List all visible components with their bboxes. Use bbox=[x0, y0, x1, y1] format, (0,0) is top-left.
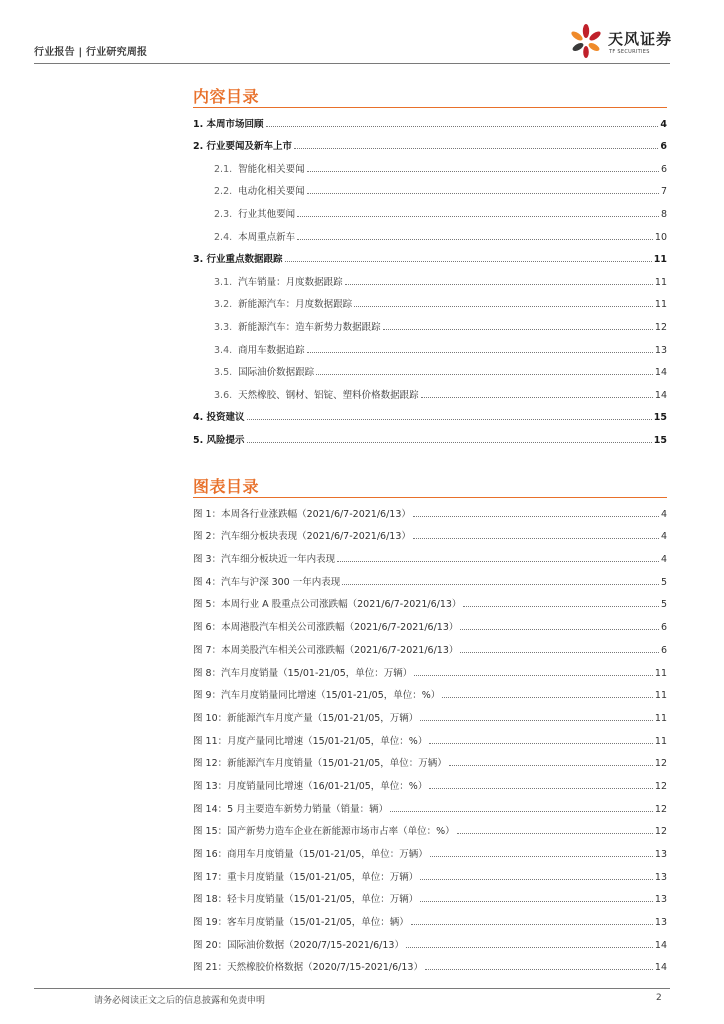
toc-entry[interactable] bbox=[193, 130, 667, 153]
toc-entry-page: 6 bbox=[660, 163, 667, 175]
contents-list bbox=[193, 107, 667, 446]
figure-entry-label: 图 15：国产新势力造车企业在新能源市场市占率（单位：%） bbox=[193, 826, 455, 838]
figure-entry-page: 11 bbox=[654, 735, 667, 747]
toc-entry-number: 3.5. bbox=[214, 367, 233, 379]
toc-entry-text: 智能化相关要闻 bbox=[238, 163, 305, 175]
toc-entry-label bbox=[214, 387, 421, 401]
figure-entry-label: 图 17：重卡月度销量（15/01-21/05，单位：万辆） bbox=[193, 871, 419, 883]
toc-entry-number: 2.2. bbox=[214, 186, 233, 198]
toc-entry-label bbox=[214, 342, 307, 356]
footer-disclaimer: 请务必阅读正文之后的信息披露和免责申明 bbox=[94, 996, 266, 1006]
figure-entry-label: 图 16：商用车月度销量（15/01-21/05，单位：万辆） bbox=[193, 849, 428, 860]
figure-entry[interactable] bbox=[193, 769, 667, 792]
toc-entry[interactable] bbox=[193, 378, 667, 401]
figure-entry-page: 14 bbox=[654, 962, 667, 974]
figure-entry[interactable] bbox=[193, 724, 667, 747]
toc-entry[interactable] bbox=[193, 220, 667, 243]
toc-entry-label: 5. 风险提示 bbox=[193, 434, 245, 446]
figure-entry-page: 14 bbox=[654, 939, 667, 951]
dot-leader bbox=[413, 538, 659, 539]
toc-entry-page: 4 bbox=[660, 118, 667, 130]
figure-entry[interactable] bbox=[193, 815, 667, 838]
figure-entry-page: 12 bbox=[654, 803, 667, 815]
toc-entry-page: 11 bbox=[654, 299, 667, 311]
toc-entry-label: 4. 投资建议 bbox=[193, 412, 245, 424]
toc-entry-page: 6 bbox=[660, 141, 667, 153]
figure-entry-page: 5 bbox=[660, 576, 667, 588]
toc-entry-page: 15 bbox=[653, 434, 667, 446]
figures-list bbox=[193, 497, 667, 973]
figure-entry-page: 11 bbox=[654, 712, 667, 724]
figure-entry-label: 图 11：月度产量同比增速（15/01-21/05，单位：%） bbox=[193, 735, 428, 747]
company-logo bbox=[566, 22, 696, 62]
toc-entry-text: 国际油价数据跟踪 bbox=[238, 367, 315, 379]
figure-entry[interactable] bbox=[193, 588, 667, 611]
figure-entry[interactable] bbox=[193, 951, 667, 974]
figure-entry-page: 11 bbox=[654, 667, 667, 679]
toc-entry-label bbox=[214, 206, 297, 220]
header-category: 行业报告 | 行业研究周报 bbox=[34, 47, 148, 58]
figure-entry[interactable] bbox=[193, 656, 667, 679]
figure-entry[interactable] bbox=[193, 520, 667, 543]
toc-entry-number: 3.4. bbox=[214, 344, 233, 356]
figure-entry-page: 13 bbox=[654, 871, 667, 883]
figure-entry-page: 4 bbox=[660, 554, 667, 566]
dot-leader bbox=[449, 765, 653, 766]
figure-entry-label: 图 1：本周各行业涨跌幅（2021/6/7-2021/6/13） bbox=[193, 508, 411, 520]
figure-entry[interactable] bbox=[193, 679, 667, 702]
dot-leader bbox=[429, 788, 653, 789]
dot-leader bbox=[285, 261, 652, 262]
figure-entry-label: 图 21：天然橡胶价格数据（2020/7/15-2021/6/13） bbox=[193, 962, 423, 974]
figure-entry[interactable] bbox=[193, 928, 667, 951]
dot-leader bbox=[414, 675, 653, 676]
dot-leader bbox=[421, 397, 653, 398]
toc-entry-number: 3.2. bbox=[214, 299, 233, 311]
figure-entry-page: 4 bbox=[660, 531, 667, 543]
dot-leader bbox=[420, 720, 653, 721]
logo-name-cn: 天风证券 bbox=[608, 30, 673, 48]
figure-entry[interactable] bbox=[193, 542, 667, 565]
toc-entry-label: 3. 行业重点数据跟踪 bbox=[193, 254, 283, 266]
dot-leader bbox=[457, 833, 653, 834]
toc-entry-number: 3.6. bbox=[214, 389, 233, 401]
toc-entry[interactable] bbox=[193, 310, 667, 333]
toc-entry-number: 2.1. bbox=[214, 163, 233, 175]
figure-entry[interactable] bbox=[193, 792, 667, 815]
toc-entry[interactable] bbox=[193, 197, 667, 220]
dot-leader bbox=[429, 743, 653, 744]
dot-leader bbox=[297, 239, 653, 240]
dot-leader bbox=[307, 193, 659, 194]
figure-entry-label: 图 9：汽车月度销量同比增速（15/01-21/05，单位：%） bbox=[193, 690, 441, 702]
toc-entry-page: 12 bbox=[654, 321, 667, 333]
toc-entry-text: 汽车销量：月度数据跟踪 bbox=[238, 276, 343, 288]
figure-entry-label: 图 18：轻卡月度销量（15/01-21/05，单位：万辆） bbox=[193, 894, 419, 906]
figure-entry-page: 11 bbox=[654, 690, 667, 702]
figure-entry-label: 图 4：汽车与沪深 300 一年内表现 bbox=[193, 576, 341, 588]
figure-entry-label: 图 12：新能源汽车月度销量（15/01-21/05，单位：万辆） bbox=[193, 758, 447, 770]
toc-entry-number: 2.3. bbox=[214, 208, 233, 220]
figure-entry-label: 图 13：月度销量同比增速（16/01-21/05，单位：%） bbox=[193, 780, 428, 792]
toc-entry-label: 1. 本周市场回顾 bbox=[193, 118, 264, 130]
dot-leader bbox=[337, 561, 659, 562]
toc-entry[interactable] bbox=[193, 356, 667, 379]
figure-entry-label: 图 3：汽车细分板块近一年内表现 bbox=[193, 554, 336, 566]
figure-entry-page: 6 bbox=[660, 622, 667, 634]
flower-logo-icon bbox=[566, 22, 606, 62]
figure-entry[interactable] bbox=[193, 565, 667, 588]
figure-entry[interactable] bbox=[193, 747, 667, 770]
toc-entry[interactable] bbox=[193, 265, 667, 288]
toc-entry-page: 14 bbox=[654, 367, 667, 379]
figure-entry-page: 13 bbox=[654, 849, 667, 860]
dot-leader bbox=[354, 306, 653, 307]
toc-entry[interactable] bbox=[193, 288, 667, 311]
figure-entry[interactable] bbox=[193, 701, 667, 724]
figure-entry-label: 图 8：汽车月度销量（15/01-21/05，单位：万辆） bbox=[193, 667, 413, 679]
toc-entry-page: 11 bbox=[653, 254, 667, 266]
toc-entry-label bbox=[214, 161, 307, 175]
header-divider bbox=[34, 63, 670, 64]
toc-entry-label bbox=[214, 364, 316, 378]
figure-entry-page: 12 bbox=[654, 780, 667, 792]
figure-entry-page: 13 bbox=[654, 917, 667, 929]
figure-entry-page: 12 bbox=[654, 826, 667, 838]
figure-entry-page: 13 bbox=[654, 894, 667, 906]
toc-entry-number: 3.3. bbox=[214, 321, 233, 333]
contents-title: 内容目录 bbox=[193, 87, 260, 106]
figure-entry[interactable] bbox=[193, 610, 667, 633]
dot-leader bbox=[294, 148, 658, 149]
figure-entry[interactable] bbox=[193, 860, 667, 883]
figures-title: 图表目录 bbox=[193, 477, 260, 496]
toc-entry-label bbox=[214, 296, 354, 310]
figure-entry-page: 4 bbox=[660, 508, 667, 520]
dot-leader bbox=[345, 284, 653, 285]
dot-leader bbox=[420, 879, 653, 880]
figure-entry-label: 图 5：本周行业 A 股重点公司涨跌幅（2021/6/7-2021/6/13） bbox=[193, 599, 462, 611]
toc-entry-page: 13 bbox=[654, 344, 667, 356]
toc-entry-text: 新能源汽车：月度数据跟踪 bbox=[238, 299, 353, 311]
dot-leader bbox=[342, 584, 659, 585]
dot-leader bbox=[307, 171, 659, 172]
toc-entry[interactable] bbox=[193, 401, 667, 424]
logo-name-en: TF SECURITIES bbox=[609, 49, 650, 55]
figure-entry[interactable] bbox=[193, 633, 667, 656]
dot-leader bbox=[413, 516, 659, 517]
figure-entry-label: 图 10：新能源汽车月度产量（15/01-21/05，万辆） bbox=[193, 712, 419, 724]
figure-entry-label: 图 20：国际油价数据（2020/7/15-2021/6/13） bbox=[193, 939, 404, 951]
toc-entry[interactable] bbox=[193, 243, 667, 266]
toc-entry-page: 8 bbox=[660, 208, 667, 220]
dot-leader bbox=[406, 947, 653, 948]
dot-leader bbox=[390, 811, 653, 812]
dot-leader bbox=[442, 697, 653, 698]
dot-leader bbox=[383, 329, 653, 330]
figure-entry-page: 5 bbox=[660, 599, 667, 611]
dot-leader bbox=[430, 856, 653, 857]
figure-entry[interactable] bbox=[193, 837, 667, 860]
figure-entry-label: 图 6：本周港股汽车相关公司涨跌幅（2021/6/7-2021/6/13） bbox=[193, 622, 459, 634]
figure-entry-label: 图 2：汽车细分板块表现（2021/6/7-2021/6/13） bbox=[193, 531, 411, 543]
toc-entry-page: 11 bbox=[654, 276, 667, 288]
dot-leader bbox=[411, 924, 653, 925]
dot-leader bbox=[247, 442, 652, 443]
toc-entry-text: 天然橡胶、钢材、铝锭、塑料价格数据跟踪 bbox=[238, 389, 419, 401]
toc-entry-page: 7 bbox=[660, 186, 667, 198]
dot-leader bbox=[460, 629, 659, 630]
dot-leader bbox=[460, 652, 659, 653]
toc-entry-label bbox=[214, 229, 297, 243]
dot-leader bbox=[307, 352, 653, 353]
dot-leader bbox=[297, 216, 659, 217]
toc-entry-text: 行业其他要闻 bbox=[238, 208, 296, 220]
footer-divider bbox=[34, 988, 670, 989]
figure-entry-label: 图 7：本周美股汽车相关公司涨跌幅（2021/6/7-2021/6/13） bbox=[193, 644, 459, 656]
toc-entry[interactable] bbox=[193, 333, 667, 356]
figure-entry-page: 12 bbox=[654, 758, 667, 770]
figure-entry[interactable] bbox=[193, 497, 667, 520]
dot-leader bbox=[425, 969, 653, 970]
toc-entry-text: 新能源汽车：造车新势力数据跟踪 bbox=[238, 321, 381, 333]
toc-entry-page: 14 bbox=[654, 389, 667, 401]
toc-entry[interactable] bbox=[193, 175, 667, 198]
toc-entry-text: 本周重点新车 bbox=[238, 231, 296, 243]
dot-leader bbox=[266, 126, 659, 127]
toc-entry-label bbox=[214, 274, 345, 288]
toc-entry-page: 15 bbox=[653, 412, 667, 424]
toc-entry-text: 电动化相关要闻 bbox=[238, 186, 305, 198]
figure-entry-page: 6 bbox=[660, 644, 667, 656]
toc-entry-page: 10 bbox=[654, 231, 667, 243]
dot-leader bbox=[420, 901, 653, 902]
figure-entry[interactable] bbox=[193, 883, 667, 906]
toc-entry[interactable] bbox=[193, 423, 667, 446]
toc-entry[interactable] bbox=[193, 152, 667, 175]
dot-leader bbox=[316, 374, 653, 375]
toc-entry[interactable] bbox=[193, 107, 667, 130]
toc-entry-number: 3.1. bbox=[214, 276, 233, 288]
figure-entry[interactable] bbox=[193, 905, 667, 928]
toc-entry-label bbox=[214, 319, 383, 333]
dot-leader bbox=[247, 419, 652, 420]
toc-entry-label: 2. 行业要闻及新车上市 bbox=[193, 141, 293, 153]
toc-entry-text: 商用车数据追踪 bbox=[238, 344, 305, 356]
page-number: 2 bbox=[656, 993, 662, 1003]
figure-entry-label: 图 19：客车月度销量（15/01-21/05，单位：辆） bbox=[193, 917, 409, 929]
figure-entry-label: 图 14：5 月主要造车新势力销量（销量：辆） bbox=[193, 803, 389, 815]
toc-entry-label bbox=[214, 183, 307, 197]
toc-entry-number: 2.4. bbox=[214, 231, 233, 243]
dot-leader bbox=[463, 606, 659, 607]
